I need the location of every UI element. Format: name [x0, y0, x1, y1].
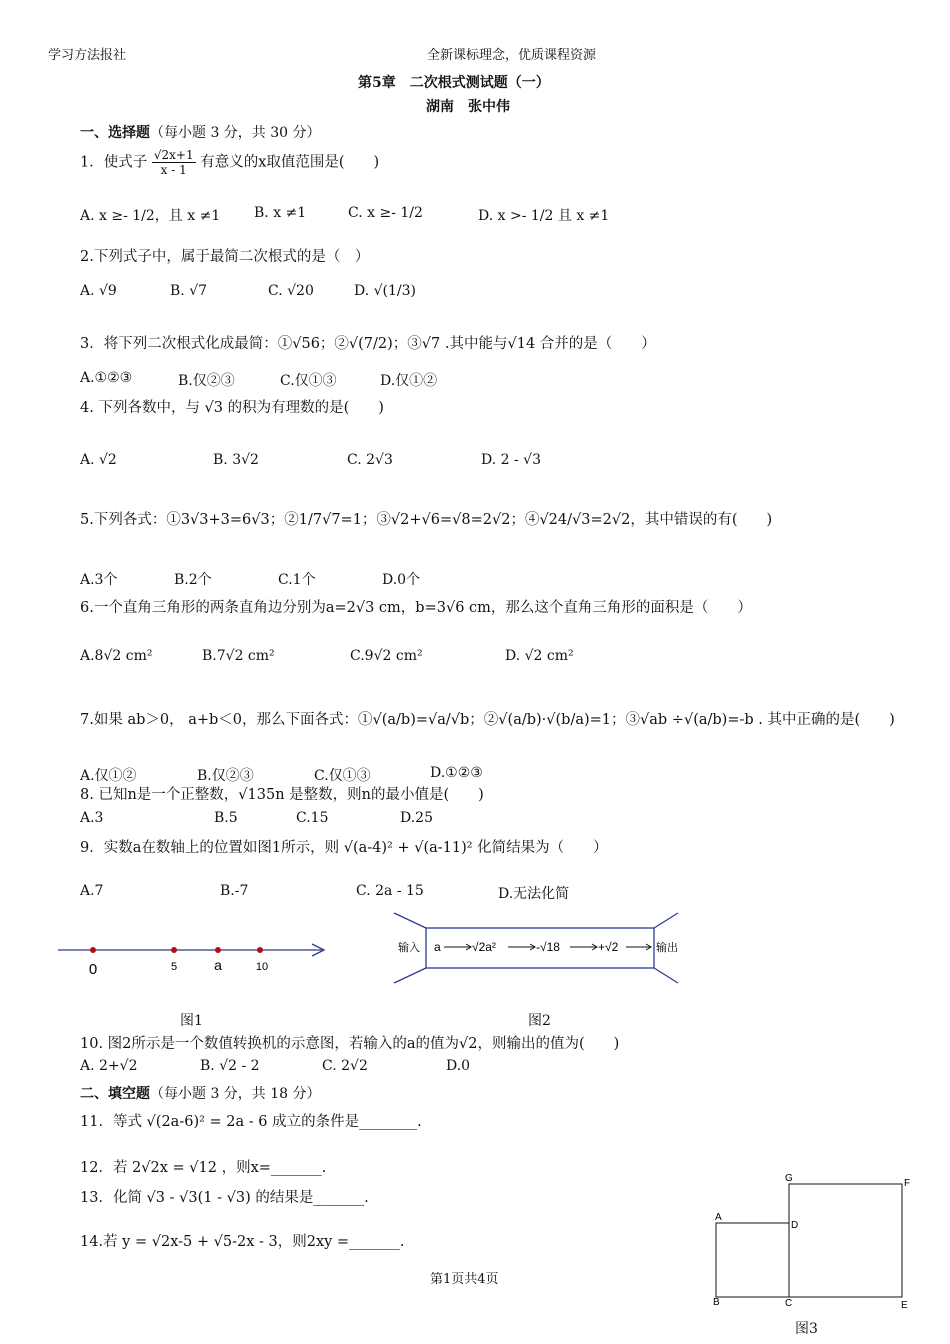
- header-right: 全新课标理念，优质课程资源: [427, 48, 597, 63]
- section1-heading: [80, 122, 321, 142]
- q6-option-b[interactable]: B.7√2 cm²: [202, 648, 275, 664]
- q1-option-b[interactable]: B. x ≠1: [254, 205, 307, 221]
- q3-option-d[interactable]: D.仅①②: [380, 373, 438, 389]
- point-5: [171, 947, 177, 953]
- input-funnel-bottom: [394, 968, 426, 983]
- q1-option-d[interactable]: D. x >- 1/2 且 x ≠1: [478, 208, 610, 224]
- section2-note: （每小题 3 分，共 18 分）: [150, 1086, 321, 1102]
- point-0: [90, 947, 96, 953]
- q4-option-a[interactable]: A. √2: [80, 452, 117, 468]
- step-subtract: -√18: [536, 940, 560, 954]
- question-12: 12．若 2√2x = √12 ，则x=_______.: [80, 1160, 327, 1176]
- figure-3-squares: [705, 1172, 925, 1322]
- step-add: +√2: [598, 940, 619, 954]
- q9-option-d[interactable]: D.无法化简: [498, 886, 570, 902]
- output-funnel-top: [654, 913, 678, 928]
- q5-option-c[interactable]: C.1个: [278, 572, 316, 588]
- q5-option-d[interactable]: D.0个: [382, 572, 421, 588]
- q5-option-b[interactable]: B.2个: [174, 572, 212, 588]
- question-5: 5.下列各式：①3√3+3=6√3；②1/7√7=1；③√2+√6=√8=2√2；④√24/√3=2√2，其中错误的有( ): [80, 512, 773, 528]
- q6-option-d[interactable]: D. √2 cm²: [505, 648, 574, 664]
- point-c: C: [785, 1298, 793, 1309]
- page-title: 第5章 二次根式测试题（一）: [358, 75, 550, 91]
- step-multiply: √2a²: [472, 940, 496, 954]
- section2-heading: [80, 1083, 321, 1103]
- q10-option-a[interactable]: A. 2+√2: [80, 1058, 138, 1074]
- question-6: 6.一个直角三角形的两条直角边分别为a=2√3 cm，b=3√6 cm，那么这个直角三角形的面积是（ ）: [80, 600, 752, 616]
- input-funnel-top: [394, 913, 426, 928]
- input-label: 输入: [398, 942, 420, 954]
- q1-option-c[interactable]: C. x ≥- 1/2: [348, 205, 423, 221]
- q9-option-b[interactable]: B.-7: [220, 883, 249, 899]
- q6-option-c[interactable]: C.9√2 cm²: [350, 648, 423, 664]
- q2-option-d[interactable]: D. √(1/3): [354, 283, 417, 299]
- figure-1-caption: 图1: [180, 1013, 203, 1029]
- q1-post: 有意义的x取值范围是( ): [200, 154, 380, 171]
- q8-option-b[interactable]: B.5: [214, 810, 238, 826]
- question-4: 4. 下列各数中，与 √3 的积为有理数的是( ): [80, 400, 384, 416]
- q2-option-a[interactable]: A. √9: [80, 283, 117, 299]
- q1-fraction: [152, 148, 196, 177]
- section1-title: 一、选择题: [80, 125, 150, 141]
- question-8: 8. 已知n是一个正整数，√135n 是整数，则n的最小值是( ): [80, 787, 484, 803]
- figure-1-number-line: [50, 930, 340, 980]
- q2-option-c[interactable]: C. √20: [268, 283, 314, 299]
- section2-title: 二、填空题: [80, 1086, 150, 1102]
- output-funnel-bottom: [654, 968, 678, 983]
- label-10: 10: [255, 961, 269, 973]
- page-footer: 第1页共4页: [430, 1272, 499, 1287]
- q2-option-b[interactable]: B. √7: [170, 283, 208, 299]
- q1-denominator: x - 1: [160, 163, 187, 177]
- q8-option-d[interactable]: D.25: [400, 810, 433, 826]
- q4-option-b[interactable]: B. 3√2: [213, 452, 259, 468]
- q3-option-a[interactable]: A.①②③: [80, 370, 133, 386]
- point-f: F: [904, 1178, 911, 1189]
- q10-option-b[interactable]: B. √2 - 2: [200, 1058, 260, 1074]
- point-b: B: [713, 1297, 720, 1308]
- section1-note: （每小题 3 分，共 30 分）: [150, 125, 321, 141]
- figure-3-caption: 图3: [795, 1321, 818, 1337]
- q9-option-a[interactable]: A.7: [80, 883, 104, 899]
- q4-option-d[interactable]: D. 2 - √3: [481, 452, 541, 468]
- q8-option-a[interactable]: A.3: [80, 810, 104, 826]
- q3-option-c[interactable]: C.仅①③: [280, 373, 337, 389]
- q1-pre: 1．使式子: [80, 154, 148, 171]
- q10-option-d[interactable]: D.0: [446, 1058, 471, 1074]
- point-10: [257, 947, 263, 953]
- q3-option-b[interactable]: B.仅②③: [178, 373, 235, 389]
- q8-option-c[interactable]: C.15: [296, 810, 329, 826]
- point-d: D: [791, 1220, 799, 1231]
- q1-numerator: √2x+1: [153, 148, 194, 162]
- q10-option-c[interactable]: C. 2√2: [322, 1058, 368, 1074]
- q7-option-d[interactable]: D.①②③: [430, 765, 483, 781]
- question-13: 13．化简 √3 - √3(1 - √3) 的结果是_______.: [80, 1190, 369, 1206]
- question-2: 2.下列式子中，属于最简二次根式的是（ ）: [80, 249, 370, 265]
- point-g: G: [785, 1173, 793, 1184]
- q5-option-a[interactable]: A.3个: [80, 572, 118, 588]
- q7-option-c[interactable]: C.仅①③: [314, 768, 371, 784]
- header-left: 学习方法报社: [48, 48, 127, 63]
- author: 湖南 张中伟: [426, 99, 510, 115]
- figure-2-machine: [390, 908, 690, 988]
- q7-option-b[interactable]: B.仅②③: [197, 768, 254, 784]
- q4-option-c[interactable]: C. 2√3: [347, 452, 393, 468]
- point-a: [215, 947, 221, 953]
- step-a: a: [434, 940, 441, 954]
- q7-option-a[interactable]: A.仅①②: [80, 768, 137, 784]
- question-7: 7.如果 ab＞0， a+b＜0，那么下面各式：①√(a/b)=√a/√b；②√(a/b)·√(b/a)=1；③√ab ÷√(a/b)=-b . 其中正确的是( ): [80, 712, 895, 728]
- question-11: 11．等式 √(2a-6)² = 2a - 6 成立的条件是________.: [80, 1114, 422, 1130]
- question-3: 3．将下列二次根式化成最简：①√56；②√(7/2)；③√7 .其中能与√14 合并的是（ ）: [80, 336, 656, 352]
- point-e: E: [901, 1300, 908, 1311]
- q1-option-a[interactable]: A. x ≥- 1/2，且 x ≠1: [80, 208, 221, 224]
- square-abcd: [716, 1223, 789, 1297]
- square-cefg: [789, 1184, 902, 1297]
- figure-2-caption: 图2: [528, 1013, 551, 1029]
- question-14: 14.若 y = √2x-5 + √5-2x - 3，则2xy =_______.: [80, 1234, 405, 1250]
- label-5: 5: [170, 961, 178, 973]
- output-label: 输出: [656, 942, 678, 954]
- point-a: A: [715, 1212, 722, 1223]
- q6-option-a[interactable]: A.8√2 cm²: [80, 648, 153, 664]
- label-0: 0: [88, 961, 98, 978]
- question-10: 10. 图2所示是一个数值转换机的示意图，若输入的a的值为√2，则输出的值为( ): [80, 1036, 620, 1052]
- question-1: [80, 148, 379, 177]
- q9-option-c[interactable]: C. 2a - 15: [356, 883, 424, 899]
- question-9: 9．实数a在数轴上的位置如图1所示，则 √(a-4)² + √(a-11)² 化简结果为（ ）: [80, 840, 608, 856]
- label-a: a: [214, 957, 222, 973]
